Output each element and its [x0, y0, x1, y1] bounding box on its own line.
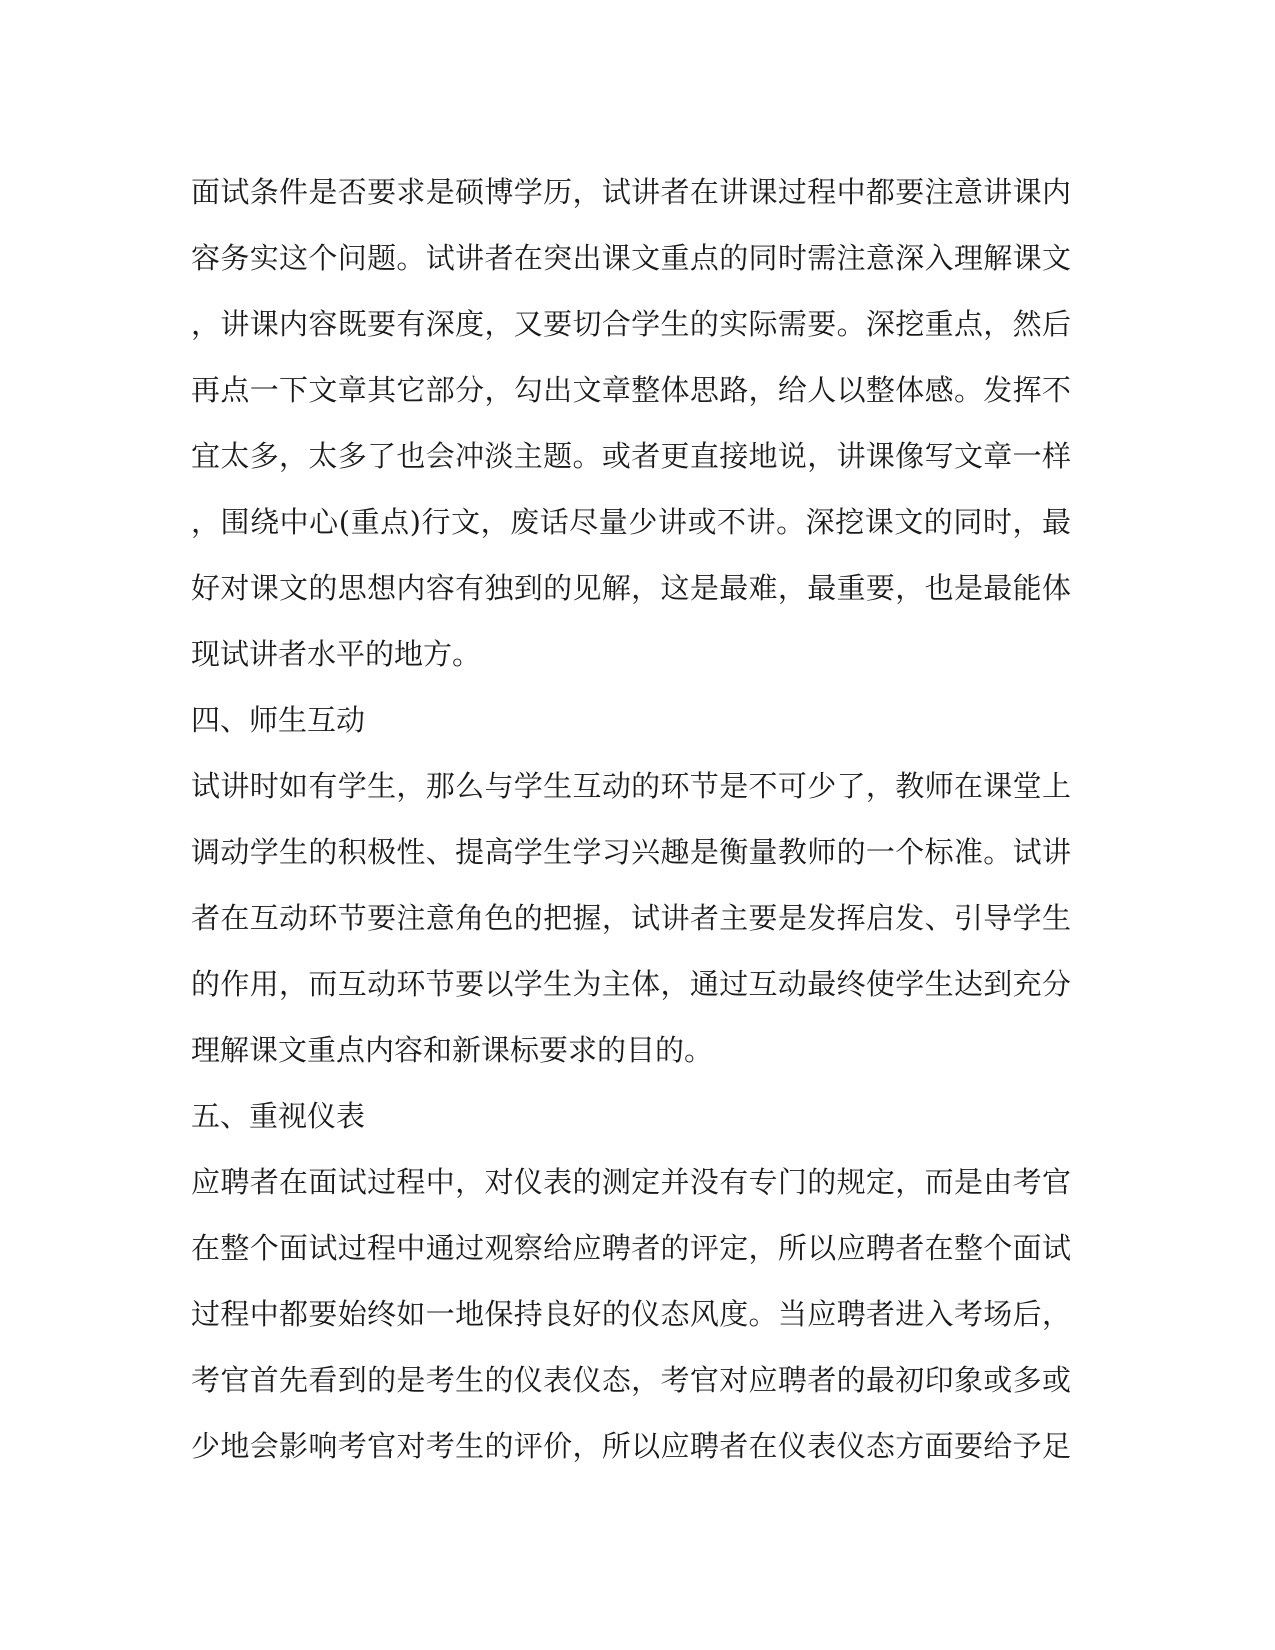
- text-line: 过程中都要始终如一地保持良好的仪态风度。当应聘者进入考场后，: [191, 1297, 1071, 1331]
- text-line: 调动学生的积极性、提高学生学习兴趣是衡量教师的一个标准。试讲: [191, 835, 1071, 869]
- text-line: 者在互动环节要注意角色的把握，试讲者主要是发挥启发、引导学生: [191, 901, 1071, 935]
- text-line: ，讲课内容既要有深度，又要切合学生的实际需要。深挖重点，然后: [191, 307, 1071, 341]
- text-line: 在整个面试过程中通过观察给应聘者的评定，所以应聘者在整个面试: [191, 1231, 1071, 1265]
- text-line: 宜太多，太多了也会冲淡主题。或者更直接地说，讲课像写文章一样: [191, 439, 1071, 473]
- text-line: 再点一下文章其它部分，勾出文章整体思路，给人以整体感。发挥不: [191, 373, 1071, 407]
- text-line: 理解课文重点内容和新课标要求的目的。: [191, 1033, 714, 1067]
- section-heading: 四、师生互动: [191, 703, 366, 737]
- text-line: 少地会影响考官对考生的评价，所以应聘者在仪表仪态方面要给予足: [191, 1429, 1071, 1463]
- text-line: 好对课文的思想内容有独到的见解，这是最难，最重要，也是最能体: [191, 571, 1071, 605]
- text-line: 面试条件是否要求是硕博学历，试讲者在讲课过程中都要注意讲课内: [191, 175, 1071, 209]
- text-line: 试讲时如有学生，那么与学生互动的环节是不可少了，教师在课堂上: [191, 769, 1071, 803]
- text-line: 的作用，而互动环节要以学生为主体，通过互动最终使学生达到充分: [191, 967, 1071, 1001]
- text-line: 容务实这个问题。试讲者在突出课文重点的同时需注意深入理解课文: [191, 241, 1071, 275]
- text-line: 现试讲者水平的地方。: [191, 637, 482, 671]
- document-body: [191, 159, 1071, 1479]
- section-heading: 五、重视仪表: [191, 1099, 366, 1133]
- text-line: ，围绕中心(重点)行文，废话尽量少讲或不讲。深挖课文的同时，最: [191, 505, 1071, 539]
- text-line: 应聘者在面试过程中，对仪表的测定并没有专门的规定，而是由考官: [191, 1165, 1071, 1199]
- text-line: 考官首先看到的是考生的仪表仪态，考官对应聘者的最初印象或多或: [191, 1363, 1071, 1397]
